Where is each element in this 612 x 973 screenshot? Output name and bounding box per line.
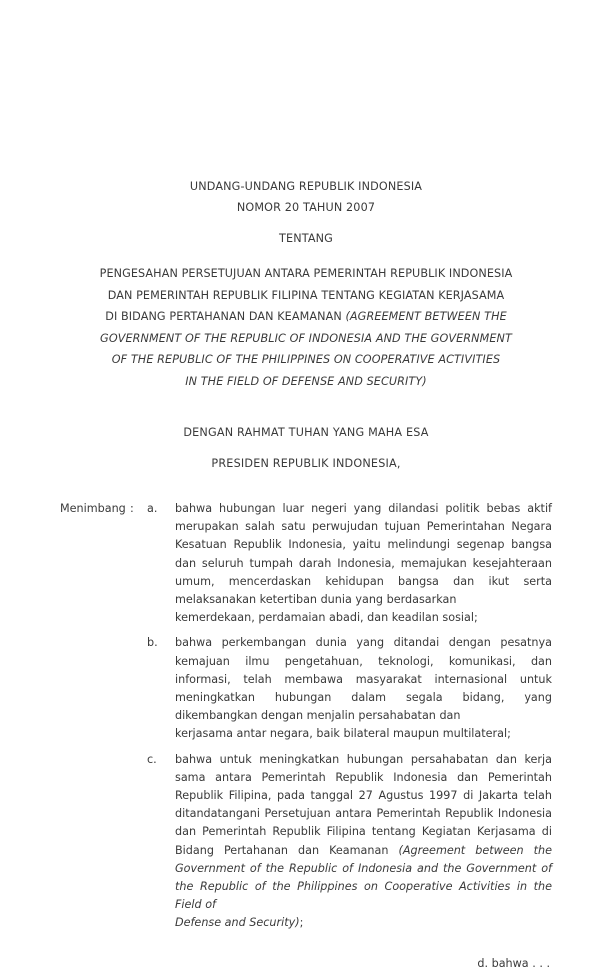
considering-item-a <box>60 500 552 627</box>
considering-text-a-main: bahwa hubungan luar negeri yang dilandasi politik bebas aktif merupakan salah satu perwujudan tujuan Pemerintahan Negara Kesatuan Republik Indonesia, yaitu melindungi segenap bangsa dan seluruh tumpah darah Indonesia, memajukan kesejahteraan umum, mencerdaskan kehidupan bangsa dan ikut serta melaksanakan ketertiban dunia yang berdasarkan <box>175 502 552 607</box>
considering-letter-c: c. <box>147 752 157 766</box>
title-line-3 <box>60 306 552 328</box>
considering-colon: : <box>130 502 134 515</box>
considering-text-c <box>175 751 552 933</box>
considering-section <box>60 474 552 933</box>
document-title <box>60 263 552 392</box>
considering-text-c-trailing: ; <box>299 916 304 930</box>
title-line-1: PENGESAHAN PERSETUJUAN ANTARA PEMERINTAH REPUBLIK INDONESIA <box>99 267 513 280</box>
invocation-spacer <box>60 443 552 453</box>
footer-catchword: d. bahwa . . . <box>477 956 550 970</box>
considering-text-a <box>175 500 552 627</box>
title-spacer <box>60 392 552 422</box>
header-tentang: TENTANG <box>279 232 333 245</box>
considering-item-c <box>60 751 552 933</box>
title-line-2: DAN PEMERINTAH REPUBLIK FILIPINA TENTANG KEGIATAN KERJASAMA <box>107 288 505 302</box>
title-line-4: GOVERNMENT OF THE REPUBLIC OF INDONESIA AND THE GOVERNMENT <box>100 331 512 345</box>
considering-text-b <box>175 634 552 743</box>
title-line-3-italic: (AGREEMENT BETWEEN THE <box>345 310 507 323</box>
considering-text-c-italic-lastline: Defense and Security) <box>175 916 300 930</box>
considering-text-b-lastline: kerjasama antar negara, baik bilateral maupun multilateral; <box>175 727 511 741</box>
considering-text-a-lastline: kemerdekaan, perdamaian abadi, dan keadilan sosial; <box>175 611 478 625</box>
header-law-type: UNDANG-UNDANG REPUBLIK INDONESIA <box>189 180 423 193</box>
top-margin-spacer <box>0 0 612 176</box>
header-spacer-1 <box>60 218 552 228</box>
considering-text-c-main: bahwa untuk meningkatkan hubungan persahabatan dan kerja sama antara Pemerintah Republik Indonesia dan Pemerintah Republik Filipina, pada tanggal 27 Agustus 1997 di Jakarta telah ditandatangani Persetujuan antara Pemerintah Republik Indonesia dan Pemerintah Republik Filipina tentang Kegiatan Kerjasama di Bidang Pertahanan dan Keamanan <box>175 752 552 857</box>
title-line-6: IN THE FIELD OF DEFENSE AND SECURITY) <box>185 374 427 388</box>
header-spacer-2 <box>60 249 552 263</box>
considering-letter-b: b. <box>147 636 158 650</box>
document-header <box>60 176 552 474</box>
invocation-authority: PRESIDEN REPUBLIK INDONESIA, <box>211 457 401 470</box>
invocation-blessing: DENGAN RAHMAT TUHAN YANG MAHA ESA <box>183 426 429 439</box>
header-number-year: NOMOR 20 TAHUN 2007 <box>236 201 376 214</box>
considering-text-c-italic: (Agreement between the Government of the Republic of Indonesia and the Government of the Republic of the Philippines on Cooperative Activities in the Field of <box>175 843 552 912</box>
considering-item-b <box>60 634 552 743</box>
considering-label: Menimbang <box>60 502 126 515</box>
considering-letter-a: a. <box>147 502 158 515</box>
title-line-3-roman: DI BIDANG PERTAHANAN DAN KEAMANAN <box>105 310 346 323</box>
considering-text-c-lastline <box>175 914 552 932</box>
title-line-5: OF THE REPUBLIC OF THE PHILIPPINES ON COOPERATIVE ACTIVITIES <box>111 353 501 366</box>
considering-text-b-main: bahwa perkembangan dunia yang ditandai dengan pesatnya kemajuan ilmu pengetahuan, teknologi, komunikasi, dan informasi, telah membawa masyarakat internasional untuk meningkatkan hubungan dalam segala bidang, yang dikembangkan dengan menjalin persahabatan dan <box>175 636 552 723</box>
